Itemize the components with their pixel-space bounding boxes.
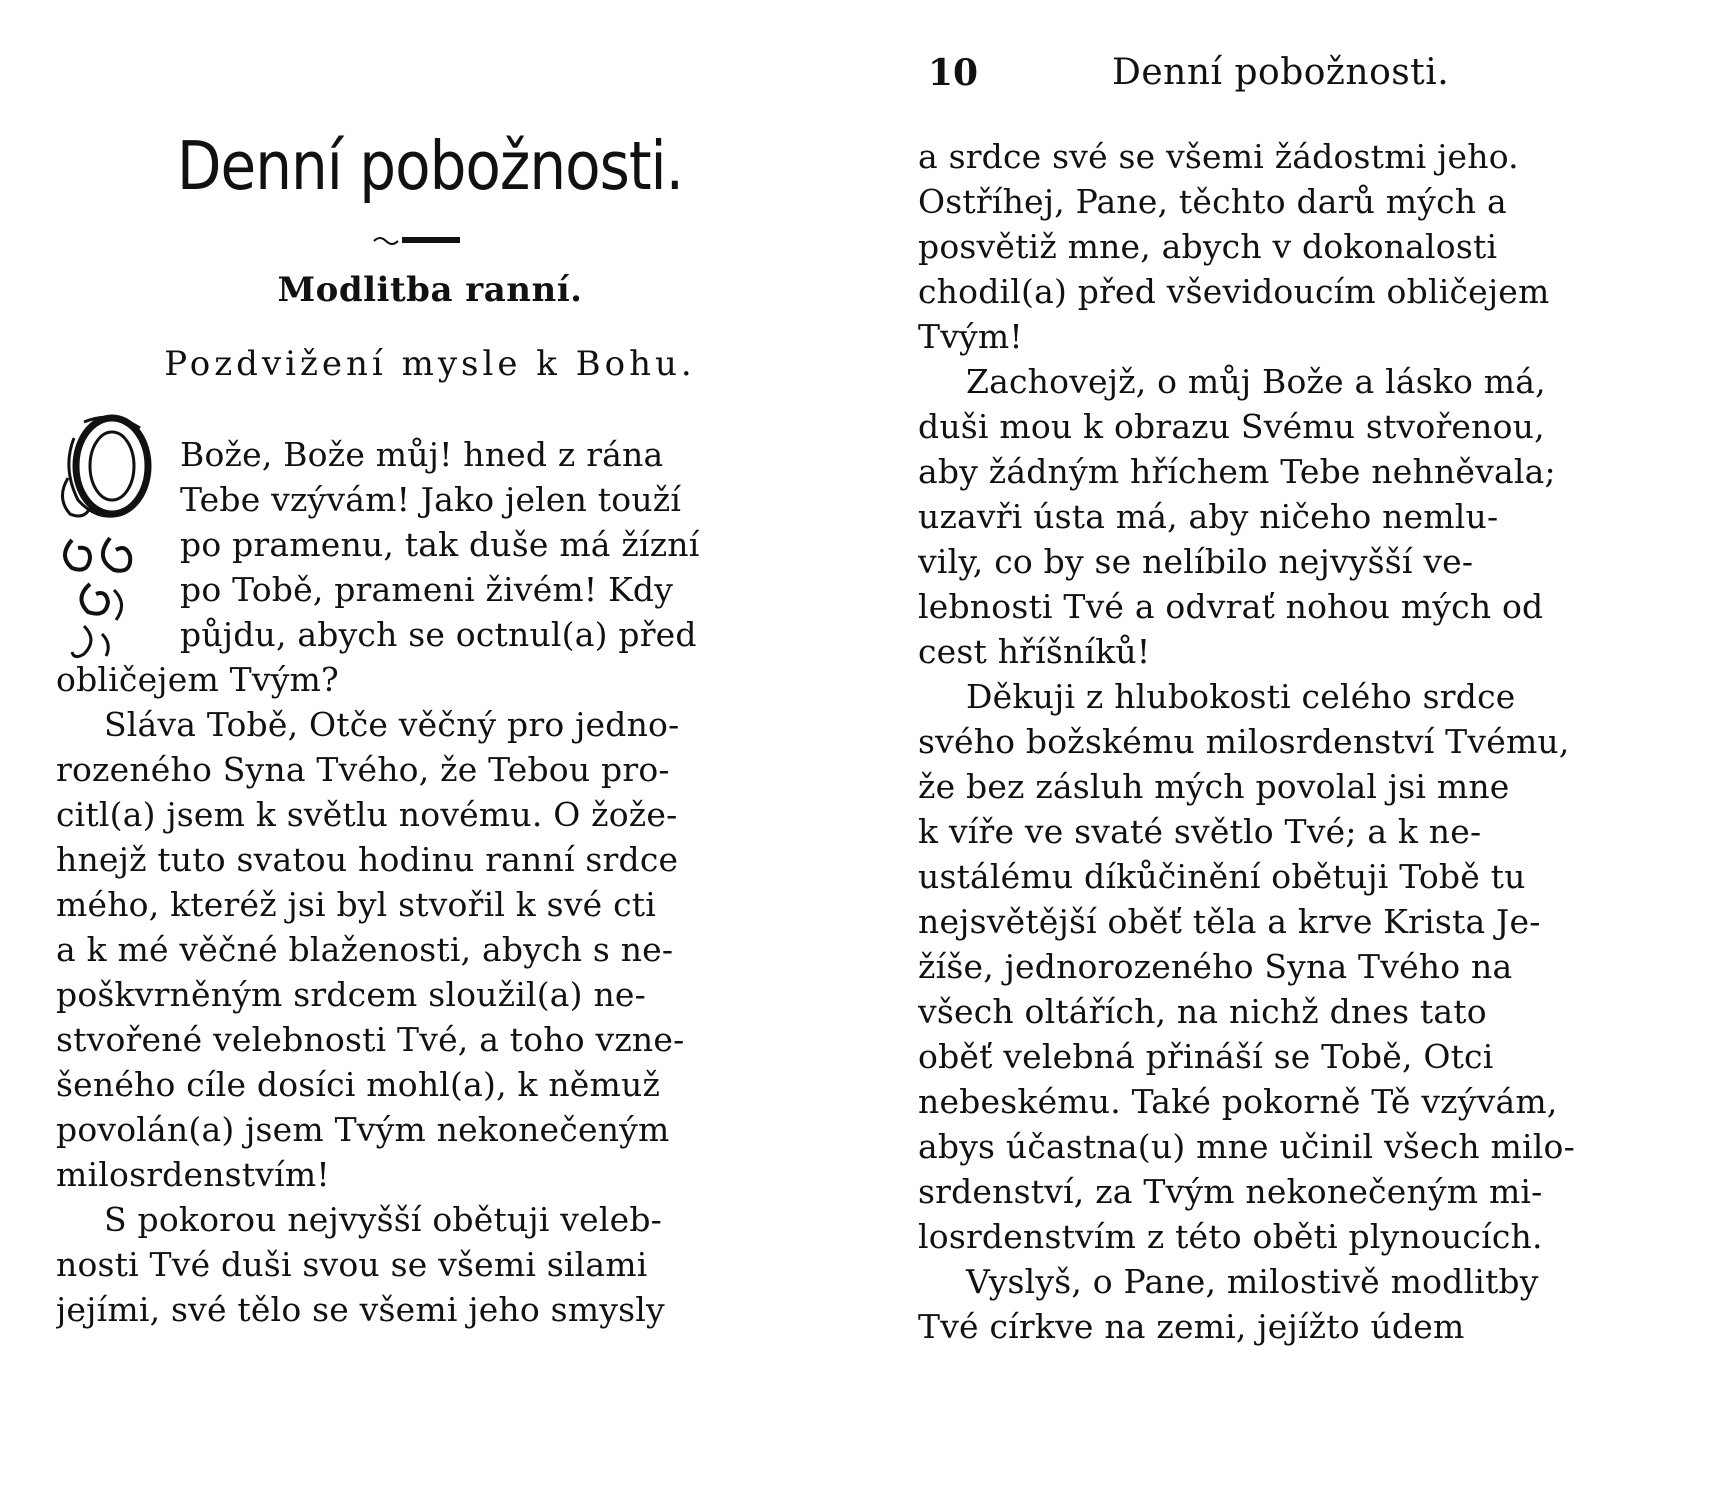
- text-line: jejími, své tělo se všemi jeho smysly: [56, 1290, 665, 1329]
- text-line: nosti Tvé duši svou se všemi silami: [56, 1245, 648, 1284]
- text-line: Tebe vzývám! Jako jelen touží: [180, 480, 682, 519]
- text-line: k víře ve svaté světlo Tvé; a k ne-: [918, 812, 1482, 851]
- text-line: Sláva Tobě, Otče věčný pro jedno-: [104, 705, 680, 744]
- text-line: hnejž tuto svatou hodinu ranní srdce: [56, 840, 679, 879]
- title-ornament: [372, 232, 462, 246]
- chapter-title: Denní pobožnosti.: [176, 126, 684, 206]
- text-line: rozeného Syna Tvého, že Tebou pro-: [56, 750, 670, 789]
- text-line: svého božskému milosrdenství Tvému,: [918, 722, 1570, 761]
- text-line: Tvé církve na zemi, jejížto údem: [918, 1307, 1465, 1346]
- text-line: ustálému díkůčinění obětuji Tobě tu: [918, 857, 1526, 896]
- text-line: chodil(a) před vševidoucím obličejem: [918, 272, 1550, 311]
- text-line: povolán(a) jsem Tvým nekonečeným: [56, 1110, 670, 1149]
- text-line: Tvým!: [918, 317, 1023, 356]
- text-line: aby žádným hříchem Tebe nehněvala;: [918, 452, 1556, 491]
- left-body-text: [56, 432, 818, 1332]
- prayer-title: Modlitba ranní.: [277, 270, 583, 310]
- text-line: žíše, jednorozeného Syna Tvého na: [918, 947, 1513, 986]
- text-line: všech oltářích, na nichž dnes tato: [918, 992, 1487, 1031]
- text-line: Zachovejž, o můj Bože a lásko má,: [966, 362, 1546, 401]
- text-line: cest hříšníků!: [918, 632, 1151, 671]
- text-line: po pramenu, tak duše má žízní: [180, 525, 700, 564]
- text-line: a srdce své se všemi žádostmi jeho.: [918, 137, 1519, 176]
- text-line: nejsvětější oběť těla a krve Krista Je-: [918, 902, 1541, 941]
- text-line: losrdenstvím z této oběti plynoucích.: [918, 1217, 1543, 1256]
- text-line: abys účastna(u) mne učinil všech milo-: [918, 1127, 1575, 1166]
- text-line: Vyslyš, o Pane, milostivě modlitby: [966, 1262, 1539, 1301]
- text-line: obličejem Tvým?: [56, 660, 339, 699]
- text-line: vily, co by se nelíbilo nejvyšší ve-: [918, 542, 1474, 581]
- running-title: Denní pobožnosti.: [1112, 52, 1450, 93]
- text-line: posvětiž mne, abych v dokonalosti: [918, 227, 1498, 266]
- text-line: Bože, Bože můj! hned z rána: [180, 435, 664, 474]
- text-line: stvořené velebnosti Tvé, a toho vzne-: [56, 1020, 685, 1059]
- text-line: a k mé věčné blaženosti, abych s ne-: [56, 930, 674, 969]
- text-line: mého, kteréž jsi byl stvořil k své cti: [56, 885, 656, 924]
- text-line: Děkuji z hlubokosti celého srdce: [966, 677, 1516, 716]
- text-line: S pokorou nejvyšší obětuji veleb-: [104, 1200, 662, 1239]
- text-line: milosrdenstvím!: [56, 1155, 330, 1194]
- text-line: šeného cíle dosíci mohl(a), k němuž: [56, 1065, 661, 1104]
- right-body-text: [918, 134, 1688, 1349]
- text-line: nebeskému. Také pokorně Tě vzývám,: [918, 1082, 1558, 1121]
- text-line: lebnosti Tvé a odvrať nohou mých od: [918, 587, 1544, 626]
- text-line: poškvrněným srdcem sloužil(a) ne-: [56, 975, 646, 1014]
- text-line: uzavři ústa má, aby ničeho nemlu-: [918, 497, 1499, 536]
- text-line: po Tobě, prameni živém! Kdy: [180, 570, 674, 609]
- text-line: půjdu, abych se octnul(a) před: [180, 615, 697, 654]
- running-header: [928, 46, 1688, 100]
- text-line: že bez zásluh mých povolal jsi mne: [918, 767, 1510, 806]
- text-line: citl(a) jsem k světlu novému. O žože-: [56, 795, 678, 834]
- text-line: duši mou k obrazu Svému stvořenou,: [918, 407, 1545, 446]
- page-number: 10: [928, 52, 979, 94]
- prayer-subtitle: Pozdvižení mysle k Bohu.: [164, 344, 696, 384]
- text-line: srdenství, za Tvým nekonečeným mi-: [918, 1172, 1543, 1211]
- text-line: Ostříhej, Pane, těchto darů mých a: [918, 182, 1507, 221]
- text-line: oběť velebná přináší se Tobě, Otci: [918, 1037, 1494, 1076]
